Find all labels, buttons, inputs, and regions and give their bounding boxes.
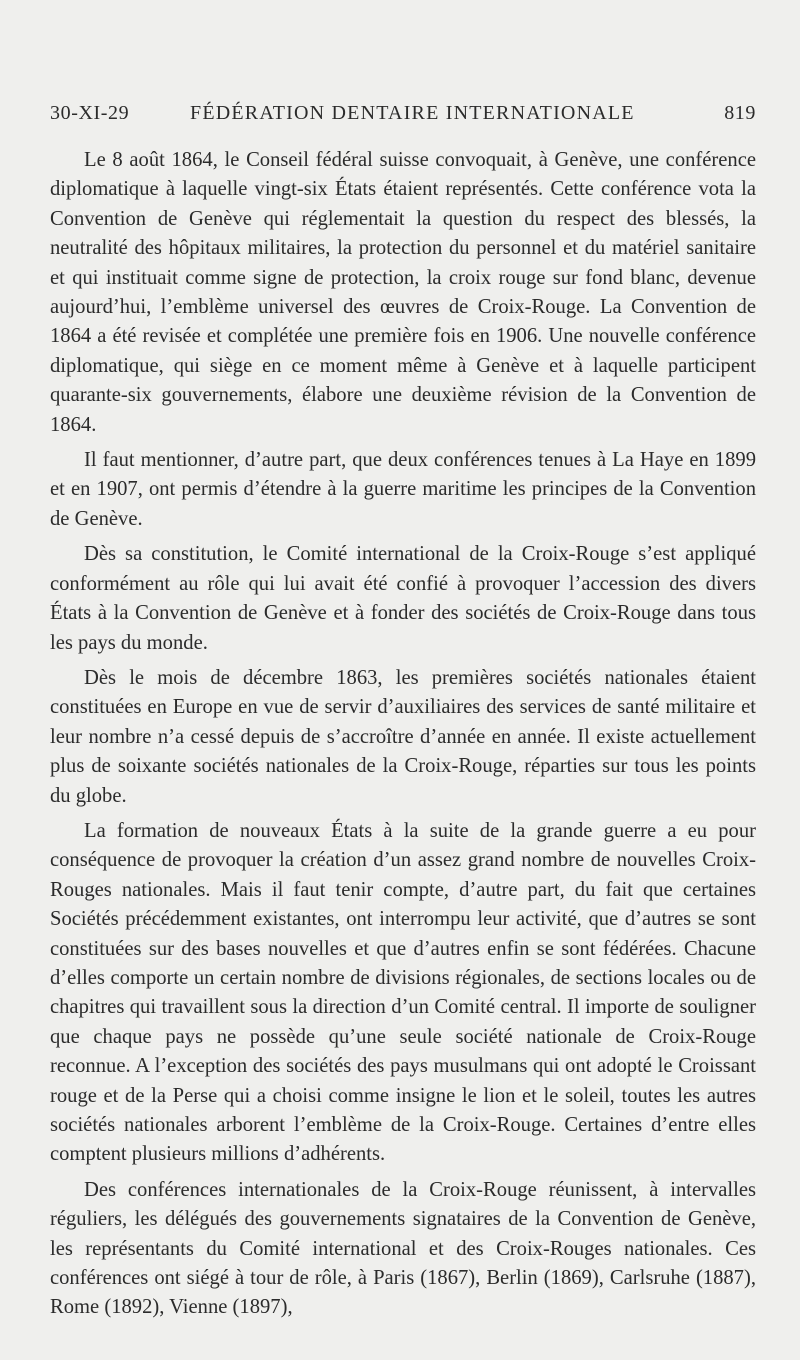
body-text <box>50 146 756 1329</box>
paragraph-societes-nationales: Dès le mois de décembre 1863, les premières sociétés nationales étaient constituées en Europe en vue de servir d’auxiliaires des services de santé militaire et leur nombre n’a cessé depuis de s’accroître d’année en année. Il existe actuellement plus de soixante sociétés nationales de la Croix-Rouge, réparties sur tous les points du globe. <box>50 666 756 807</box>
book-page <box>50 0 756 1360</box>
header-date: 30-XI-29 <box>50 102 130 124</box>
paragraph-la-haye: Il faut mentionner, d’autre part, que deux conférences tenues à La Haye en 1899 et en 1907, ont permis d’étendre à la guerre maritime les principes de la Convention de Genève. <box>50 449 756 530</box>
paragraph-nouveaux-etats: La formation de nouveaux États à la suite de la grande guerre a eu pour conséquence de provoquer la création d’un assez grand nombre de nouvelles Croix-Rouges nationales. Mais il faut tenir compte, d’autre part, du fait que certaines Sociétés précédemment existantes, ont interrompu leur activité, que d’autres se sont constituées sur des bases nouvelles et que d’autres enfin se sont fédérées. Chacune d’elles comporte un certain nombre de divisions régionales, de sections locales ou de chapitres qui travaillent sous la direction d’un Comité central. Il importe de souligner que chaque pays ne possède qu’une seule société nationale de Croix-Rouge reconnue. A l’exception des sociétés des pays musulmans qui ont adopté le Croissant rouge et de la Perse qui a choisi comme insigne le lion et le soleil, toutes les autres sociétés nationales arborent l’emblème de la Croix-Rouge. Certaines d’entre elles comptent plusieurs millions d’adhérents. <box>50 819 756 1166</box>
running-head <box>50 102 756 132</box>
paragraph-conferences: Des conférences internationales de la Croix-Rouge réunissent, à intervalles réguliers, les délégués des gouvernements signataires de la Convention de Genève, les représentants du Comité international et des Croix-Rouges nationales. Ces conférences ont siégé à tour de rôle, à Paris (1867), Berlin (1869), Carlsruhe (1887), Rome (1892), Vienne (1897), <box>50 1178 756 1319</box>
page-number: 819 <box>724 102 756 124</box>
header-title: FÉDÉRATION DENTAIRE INTERNATIONALE <box>190 102 635 124</box>
paragraph-convention-1864: Le 8 août 1864, le Conseil fédéral suisse convoquait, à Genève, une conférence diplomatique à laquelle vingt-six États étaient représentés. Cette conférence vota la Convention de Genève qui réglementait la question du respect des blessés, la neutralité des hôpitaux militaires, la protection du personnel et du matériel sanitaire et qui instituait comme signe de protection, la croix rouge sur fond blanc, devenue aujourd’hui, l’emblème universel des œuvres de Croix-Rouge. La Convention de 1864 a été revisée et complétée une première fois en 1906. Une nouvelle conférence diplomatique, qui siège en ce moment même à Genève et à laquelle participent quarante-six gouvernements, élabore une deuxième révision de la Convention de 1864. <box>50 149 756 436</box>
paragraph-comite-international: Dès sa constitution, le Comité international de la Croix-Rouge s’est appliqué conformément au rôle qui lui avait été confié à provoquer l’accession des divers États à la Convention de Genève et à fonder des sociétés de Croix-Rouge dans tous les pays du monde. <box>50 543 756 654</box>
